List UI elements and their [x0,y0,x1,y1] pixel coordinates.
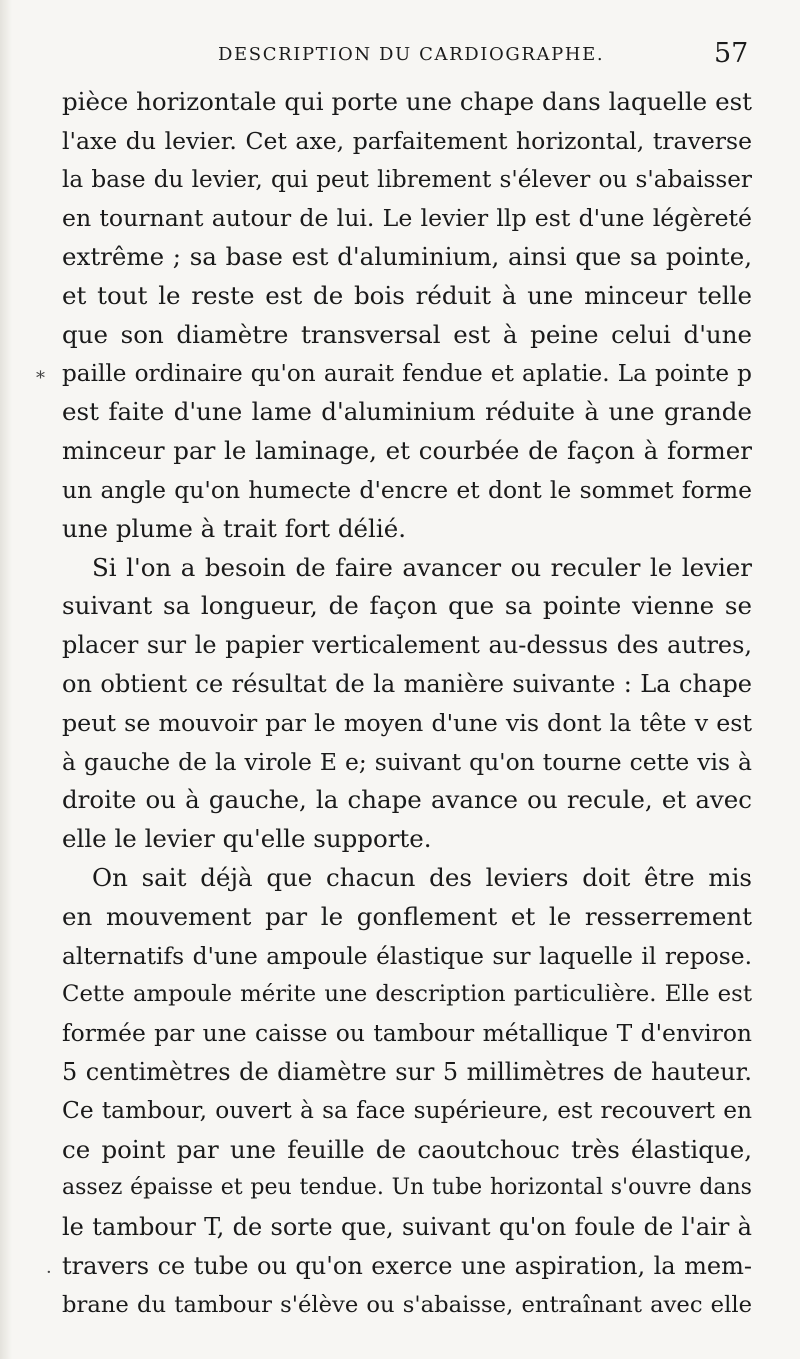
text-line: peut se mouvoir par le moyen d'une vis dont la tête v est [62,708,752,737]
paragraph [62,859,752,1325]
text-line: 5 centimètres de diamètre sur 5 millimètres de hauteur. [62,1057,752,1086]
text-line: est faite d'une lame d'aluminium réduite à une grande [62,397,752,427]
text-body [62,83,752,1325]
text-line: pièce horizontale qui porte une chape dans laquelle est [62,87,752,116]
text-line: l'axe du levier. Cet axe, parfaitement horizontal, traverse [62,126,752,155]
text-line: Cette ampoule mérite une description particulière. Elle est [62,981,752,1008]
text-line: brane du tambour s'élève ou s'abaisse, entraînant avec elle [62,1291,752,1318]
text-line: un angle qu'on humecte d'encre et dont le sommet forme [62,475,752,504]
running-head [0,36,800,76]
margin-dot: · [46,1262,52,1283]
text-line: ce point par une feuille de caoutchouc très élastique, [62,1134,752,1164]
text-line: extrême ; sa base est d'aluminium, ainsi que sa pointe, [62,242,752,272]
text-line: en tournant autour de lui. Le levier llp est d'une légèreté [62,204,752,233]
text-line: en mouvement par le gonflement et le resserrement [62,901,752,931]
page-number: 57 [714,38,749,69]
running-title: DESCRIPTION DU CARDIOGRAPHE. [218,44,605,65]
text-line: que son diamètre transversal est à peine celui d'une [62,319,752,349]
paragraph [62,83,752,549]
text-line: le tambour T, de sorte que, suivant qu'on foule de l'air à [62,1213,752,1242]
text-line: assez épaisse et peu tendue. Un tube horizontal s'ouvre dans [62,1175,752,1201]
text-line: à gauche de la virole E e; suivant qu'on tourne cette vis à [62,747,752,776]
text-line: placer sur le papier verticalement au-dessus des autres, [62,631,752,660]
text-line: paille ordinaire qu'on aurait fendue et aplatie. La pointe p [62,360,752,387]
text-line: et tout le reste est de bois réduit à une minceur telle [62,280,752,310]
paragraph [62,549,752,859]
text-line: elle le levier qu'elle supporte. [62,824,432,854]
text-line: une plume à trait fort délié. [62,513,406,543]
text-line: formée par une caisse ou tambour métallique T d'environ [62,1019,752,1048]
text-line: On sait déjà que chacun des leviers doit être mis [92,862,752,892]
text-line: droite ou à gauche, la chape avance ou recule, et avec [62,785,752,815]
text-line: travers ce tube ou qu'on exerce une aspiration, la mem- [62,1251,752,1280]
text-line: la base du levier, qui peut librement s'élever ou s'abaisser [62,166,752,193]
text-line: alternatifs d'une ampoule élastique sur laquelle il repose. [62,941,752,970]
text-line: suivant sa longueur, de façon que sa pointe vienne se [62,591,752,621]
text-line: Si l'on a besoin de faire avancer ou reculer le levier [92,552,752,582]
margin-mark: ⁎ [36,362,45,383]
text-line: Ce tambour, ouvert à sa face supérieure, est recouvert en [62,1096,752,1124]
text-line: on obtient ce résultat de la manière suivante : La chape [62,669,752,698]
text-line: minceur par le laminage, et courbée de façon à former [62,436,752,466]
